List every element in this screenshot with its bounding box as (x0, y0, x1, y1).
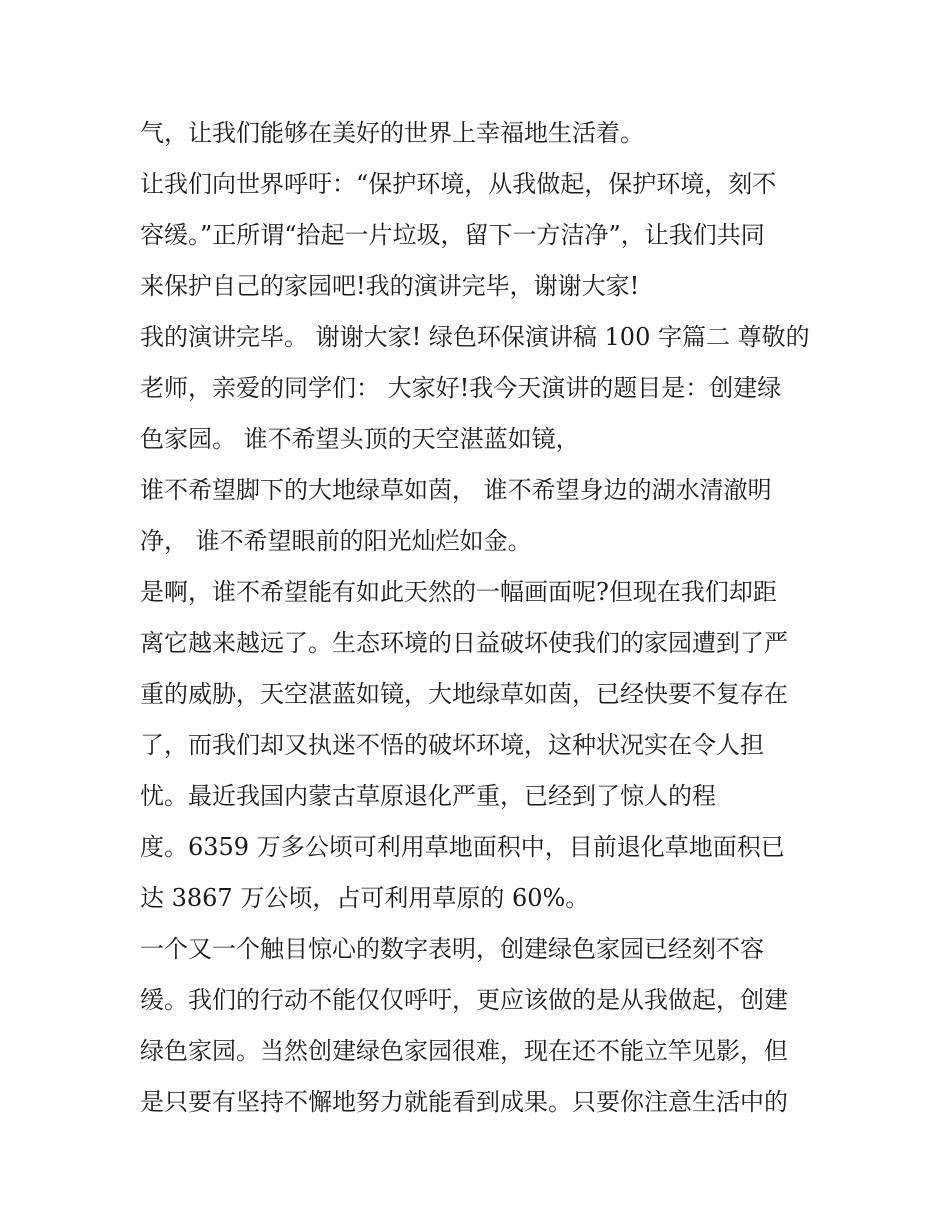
text-line: 谁不希望脚下的大地绿草如茵， 谁不希望身边的湖水清澈明 (140, 476, 772, 504)
text-line: 绿色家园。当然创建绿色家园很难，现在还不能立竿见影，但 (140, 1037, 788, 1065)
text-line: 色家园。 谁不希望头顶的天空湛蓝如镜， (140, 425, 580, 453)
text-line: 是啊，谁不希望能有如此天然的一幅画面呢?但现在我们却距 (140, 578, 777, 606)
text-line: 气，让我们能够在美好的世界上幸福地生活着。 (140, 119, 644, 147)
text-line: 达 3867 万公顷，占可利用草原的 60%。 (140, 884, 590, 912)
text-line: 缓。我们的行动不能仅仅呼吁，更应该做的是从我做起，创建 (140, 986, 788, 1014)
text-line: 忧。最近我国内蒙古草原退化严重，已经到了惊人的程 (140, 782, 716, 810)
text-line: 净， 谁不希望眼前的阳光灿烂如金。 (140, 527, 532, 555)
text-line: 是只要有坚持不懈地努力就能看到成果。只要你注意生活中的 (140, 1088, 788, 1116)
text-line: 让我们向世界呼吁：“保护环境，从我做起，保护环境，刻不 (140, 170, 777, 198)
text-line: 老师，亲爱的同学们： 大家好!我今天演讲的题目是：创建绿 (140, 374, 782, 402)
body-text (140, 108, 820, 1128)
text-line: 重的威胁，天空湛蓝如镜，大地绿草如茵，已经快要不复存在 (140, 680, 788, 708)
text-line: 来保护自己的家园吧!我的演讲完毕，谢谢大家! (140, 272, 640, 300)
text-line: 容缓。”正所谓“拾起一片垃圾，留下一方洁净”，让我们共同 (140, 221, 765, 249)
text-line: 了，而我们却又执迷不悟的破坏环境，这种状况实在令人担 (140, 731, 764, 759)
text-line: 一个又一个触目惊心的数字表明，创建绿色家园已经刻不容 (140, 935, 764, 963)
text-line: 我的演讲完毕。 谢谢大家! 绿色环保演讲稿 100 字篇二 尊敬的 (140, 323, 810, 351)
text-line: 度。6359 万多公顷可利用草地面积中，目前退化草地面积已 (140, 833, 785, 861)
text-line: 离它越来越远了。生态环境的日益破坏使我们的家园遭到了严 (140, 629, 788, 657)
